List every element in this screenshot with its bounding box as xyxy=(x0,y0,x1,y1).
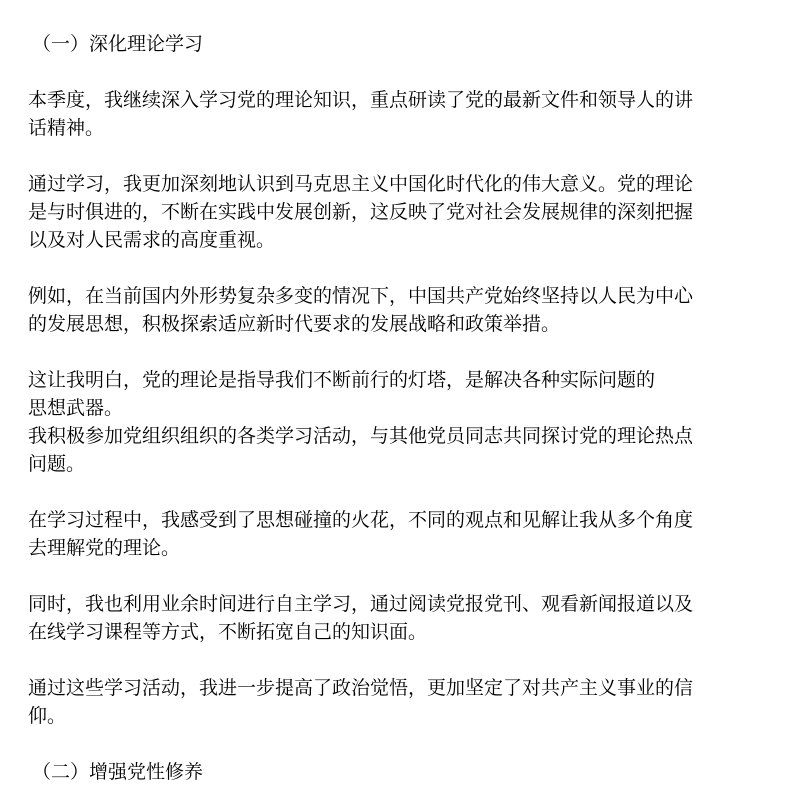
paragraph-line: 仰。 xyxy=(28,705,67,727)
section-heading: （二）增强党性修养 xyxy=(32,761,204,783)
paragraph-line: 本季度，我继续深入学习党的理论知识，重点研读了党的最新文件和领导人的讲 xyxy=(28,89,694,111)
paragraph-line: 以及对人民需求的高度重视。 xyxy=(28,229,276,251)
paragraph-line: 在线学习课程等方式，不断拓宽自己的知识面。 xyxy=(28,621,428,643)
paragraph-line: 话精神。 xyxy=(28,117,105,139)
paragraph-line: 例如，在当前国内外形势复杂多变的情况下，中国共产党始终坚持以人民为中心 xyxy=(28,285,694,307)
paragraph-line: 同时，我也利用业余时间进行自主学习，通过阅读党报党刊、观看新闻报道以及 xyxy=(28,593,694,615)
paragraph-line: 的发展思想，积极探索适应新时代要求的发展战略和政策举措。 xyxy=(28,313,561,335)
paragraph-line: 在学习过程中，我感受到了思想碰撞的火花，不同的观点和见解让我从多个角度 xyxy=(28,509,694,531)
paragraph-line: 问题。 xyxy=(28,453,86,475)
paragraph-line: 我积极参加党组织组织的各类学习活动，与其他党员同志共同探讨党的理论热点 xyxy=(28,425,694,447)
paragraph-line: 通过学习，我更加深刻地认识到马克思主义中国化时代化的伟大意义。党的理论 xyxy=(28,173,694,195)
paragraph-line: 是与时俱进的，不断在实践中发展创新，这反映了党对社会发展规律的深刻把握 xyxy=(28,201,694,223)
paragraph-line: 这让我明白，党的理论是指导我们不断前行的灯塔，是解决各种实际问题的 xyxy=(28,369,656,391)
paragraph-line: 去理解党的理论。 xyxy=(28,537,181,559)
section-heading: （一）深化理论学习 xyxy=(32,33,204,55)
paragraph-line: 思想武器。 xyxy=(28,397,124,419)
paragraph-line: 通过这些学习活动，我进一步提高了政治觉悟，更加坚定了对共产主义事业的信 xyxy=(28,677,694,699)
